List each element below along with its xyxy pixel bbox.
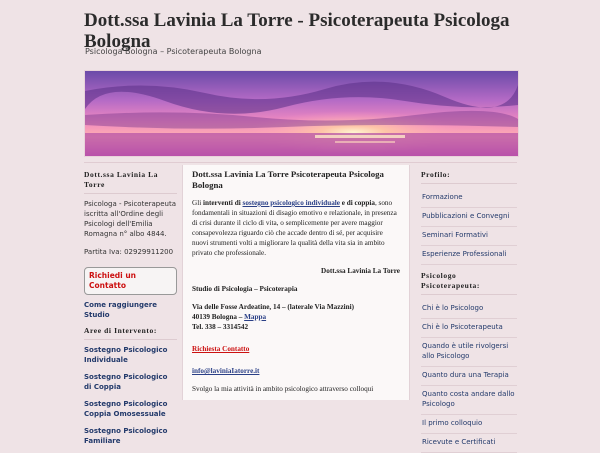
areas-heading: Aree di Intervento: [84, 326, 157, 335]
email-link[interactable]: info@laviniaIatorre.it [192, 367, 260, 375]
phone: Tel. 338 – 3314542 [192, 323, 249, 331]
left-heading: Dott.ssa Lavinia La Torre [84, 170, 159, 189]
signature: Dott.ssa Lavinia La Torre [321, 267, 400, 275]
intro-paragraph [192, 198, 400, 258]
service-link-individual[interactable]: Sostegno Psicologico Individuale [84, 346, 168, 364]
service-link-couple[interactable]: Sostegno Psicologico di Coppia [84, 373, 168, 391]
psych-heading: Psicologo Psicoterapeuta: [421, 271, 480, 290]
profile-item-seminars[interactable]: Seminari Formativi [421, 227, 517, 246]
intro-text: Gli [192, 199, 203, 207]
profile-item-publications[interactable]: Pubblicazioni e Convegni [421, 208, 517, 227]
site-tagline: Psicologa Bologna – Psicoterapeuta Bologna [85, 47, 262, 56]
address: Via delle Fosse Ardeatine, 14 – (laterale Via Mazzini) [192, 303, 355, 311]
psych-item-when-useful[interactable]: Quando è utile rivolgersi allo Psicologo [421, 338, 517, 367]
directions-link[interactable]: Come raggiungere Studio [84, 301, 157, 319]
intro-bold-coppia: e di coppia [339, 199, 375, 207]
psych-item-first-session[interactable]: Il primo colloquio [421, 415, 517, 434]
closing-text: Svolgo la mia attività in ambito psicologico attraverso colloqui [192, 385, 374, 393]
vat-text: Partita Iva: 02929911200 [84, 248, 174, 256]
profile-rule [421, 183, 517, 184]
profile-item-experience[interactable]: Esperienze Professionali [421, 246, 517, 265]
city-text: 40139 Bologna – [192, 313, 245, 321]
profile-item-training[interactable]: Formazione [421, 189, 517, 208]
profile-heading: Profilo: [421, 170, 451, 179]
city-line [192, 312, 400, 322]
psych-item-duration[interactable]: Quanto dura una Terapia [421, 367, 517, 386]
psych-item-cost[interactable]: Quanto costa andare dallo Psicologo [421, 386, 517, 415]
intro-bold-di: di [232, 199, 243, 207]
intro-bold-interventi: interventi [202, 199, 233, 207]
psych-item-who-psychologist[interactable]: Chi è lo Psicologo [421, 300, 517, 319]
psych-item-receipts[interactable]: Ricevute e Certificati [421, 434, 517, 453]
studio-name: Studio di Psicologia – Psicoterapia [192, 285, 298, 293]
intro-rest-text: , sono fondamentali in situazioni di disagio emotivo e relazionale, in presenza di crisi durante il ciclo di vita, o semplicemente per avere maggior consapevolezza riguardo ciò che accade dentro di sé, per acquisire nuovi strumenti volti a migliorare la qualità della vita sia in ambito privato che professionale. [192, 199, 397, 257]
service-link-family[interactable]: Sostegno Psicologico Familiare [84, 427, 168, 445]
right-sidebar [421, 170, 517, 453]
bio-text: Psicologa - Psicoterapeuta iscritta all'Ordine degli Psicologi dell'Emilia Romagna n° albo 4844. [84, 200, 177, 238]
request-contact-link[interactable]: Richiesta Contatto [192, 345, 250, 353]
sunset-banner-image [84, 70, 519, 157]
header-divider [84, 162, 517, 163]
main-content [182, 165, 410, 400]
individual-support-link[interactable]: sostegno psicologico individuale [242, 199, 340, 207]
areas-rule [84, 339, 177, 340]
service-link-same-sex-couple[interactable]: Sostegno Psicologico Coppia Omosessuale [84, 400, 168, 418]
contact-request-button[interactable]: Richiedi un Contatto [84, 267, 177, 295]
left-sidebar [84, 170, 177, 453]
main-heading: Dott.ssa Lavinia La Torre Psicoterapeuta Psicologa Bologna [192, 169, 384, 190]
psych-item-who-psychotherapist[interactable]: Chi è lo Psicoterapeuta [421, 319, 517, 338]
map-link[interactable]: Mappa [244, 313, 267, 321]
site-title[interactable]: Dott.ssa Lavinia La Torre - Psicoterapeuta Psicologa Bologna [84, 10, 510, 52]
request-line [192, 344, 400, 354]
psych-rule [421, 294, 517, 295]
left-rule [84, 193, 177, 194]
email-line [192, 366, 400, 376]
